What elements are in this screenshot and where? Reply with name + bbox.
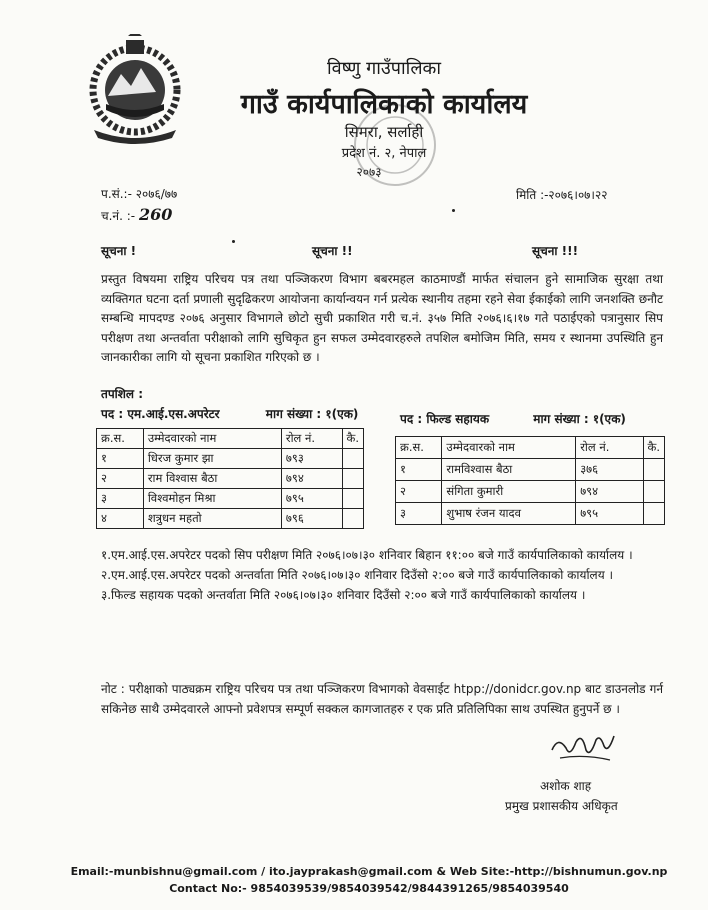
col-sn: क्र.स.: [396, 437, 442, 459]
post-name: पद : फिल्ड सहायक: [400, 412, 490, 426]
cell-name: राम विश्वास बैठा: [143, 469, 281, 489]
notice-heading-2: सूचना !!: [312, 244, 353, 258]
notice-body: प्रस्तुत विषयमा राष्ट्रिय परिचय पत्र तथा पञ्जिकरण विभाग बबरमहल काठमाण्डौं मार्फत संचालन हुने सामाजिक सुरक्षा तथा व्यक्तिगत घटना दर्ता प्रणाली सुदृढिकरण आयोजना कार्यान्वयन गर्न प्रत्येक स्थानीय तहमा रहने सेवा ईकाईको लागि जनशक्ति छनौट सम्बन्धि मापदण्ड २०७६ अनुसार विभागले छोटो सुची प्रकाशित गरी च.नं. ३५७ मिति २०७६।६।१७ गते पठाईएको पत्रानुसार सिप परीक्षण तथा अन्तर्वाता परीक्षाको लागि सुचिकृत हुन सफल उम्मेदवारहरुले तपशिल बमोजिम मिति, समय र स्थानमा उपस्थिति हुन जानकारीका लागि यो सूचना प्रकाशित गरिएको छ ।: [101, 272, 663, 364]
col-roll: रोल नं.: [576, 437, 643, 459]
reference-number: [101, 185, 177, 202]
cell-remarks: [643, 503, 665, 525]
col-name: उम्मेदवारको नाम: [442, 437, 576, 459]
ps-value: २०७६/७७: [135, 187, 178, 201]
table-row: [97, 489, 364, 509]
schedule-item-3: ३.फिल्ड सहायक पदको अन्तर्वाता मिति २०७६।०७।३० शनिवार दिउँसो २:०० बजे गाउँ कार्यपालिकाको कार्यालय ।: [101, 588, 586, 602]
post-mis-operator: [101, 405, 358, 422]
cell-sn: २: [97, 469, 144, 489]
cell-roll: ७९५: [281, 489, 342, 509]
cell-sn: ४: [97, 509, 144, 529]
schedule-item-1: १.एम.आई.एस.अपरेटर पदको सिप परीक्षण मिति २०७६।०७।३० शनिवार बिहान ११:०० बजे गाउँ कार्यपालिकाको कार्यालय ।: [101, 548, 633, 562]
established-year: २०७३: [356, 165, 382, 179]
schedule-item-2: २.एम.आई.एस.अपरेटर पदको अन्तर्वाता मिति २०७६।०७।३० शनिवार दिउँसो २:०० बजे गाउँ कार्यपालिकाको कार्यालय ।: [101, 568, 614, 582]
cell-roll: ७९४: [281, 469, 342, 489]
notice-heading-1: सूचना !: [101, 244, 137, 258]
cell-name: संगिता कुमारी: [442, 481, 576, 503]
dispatch-number: [101, 205, 172, 224]
table-row: [396, 481, 665, 503]
chn-value: 260: [138, 205, 173, 224]
col-sn: क्र.स.: [97, 429, 144, 449]
notice-date: [516, 186, 607, 203]
table-row: [97, 509, 364, 529]
cell-name: शत्रुधन महतो: [143, 509, 281, 529]
table-row: [97, 469, 364, 489]
handwritten-signature: [548, 728, 618, 768]
footer-contact-email: Email:-munbishnu@gmail.com / ito.jayprakash@gmail.com & Web Site:-http://bishnumun.gov.np: [70, 865, 668, 878]
candidates-table-mis: [96, 428, 364, 529]
date-value: :-२०७६।०७।२२: [540, 188, 608, 202]
col-remarks: कै.: [342, 429, 364, 449]
table-row: [396, 503, 665, 525]
table-row: [396, 459, 665, 481]
cell-roll: ७९६: [281, 509, 342, 529]
chn-label: च.नं. :-: [101, 209, 136, 223]
office-title: गाउँ कार्यपालिकाको कार्यालय: [240, 89, 528, 120]
cell-sn: २: [396, 481, 442, 503]
cell-name: धिरज कुमार झा: [143, 449, 281, 469]
cell-remarks: [342, 509, 364, 529]
cell-sn: १: [97, 449, 144, 469]
col-roll: रोल नं.: [281, 429, 342, 449]
candidates-table-field-assistant: [395, 436, 665, 525]
signatory-title: प्रमुख प्रशासकीय अधिकृत: [505, 799, 618, 813]
cell-remarks: [342, 489, 364, 509]
date-label: मिति: [516, 188, 537, 202]
cell-roll: ७९४: [576, 481, 643, 503]
ink-dot: [232, 240, 235, 243]
cell-sn: ३: [97, 489, 144, 509]
table-header-row: [97, 429, 364, 449]
details-heading: तपशिल :: [101, 387, 144, 401]
cell-name: विश्वमोहन मिश्रा: [143, 489, 281, 509]
col-name: उम्मेदवारको नाम: [143, 429, 281, 449]
footer-contact-phone: Contact No:- 9854039539/9854039542/9844391265/9854039540: [169, 882, 569, 895]
cell-name: शुभाष रंजन यादव: [442, 503, 576, 525]
post-name: पद : एम.आई.एस.अपरेटर: [101, 407, 220, 421]
cell-name: रामविश्वास बैठा: [442, 459, 576, 481]
exam-note: नोट : परीक्षाको पाठ्यक्रम राष्ट्रिय परिचय पत्र तथा पञ्जिकरण विभागको वेवसाईट htpp://donidcr.gov.np बाट डाउनलोड गर्न सकिनेछ साथै उम्मेदवारले आफ्नो प्रवेशपत्र सम्पूर्ण सक्कल कागजातहरु र एक प्रति प्रतिलिपिका साथ उपस्थित हुनुपर्ने छ ।: [101, 682, 663, 716]
cell-sn: ३: [396, 503, 442, 525]
cell-remarks: [643, 459, 665, 481]
demand-count: माग संख्या : १(एक): [265, 407, 359, 421]
col-remarks: कै.: [643, 437, 665, 459]
demand-count: माग संख्या : १(एक): [533, 412, 626, 426]
cell-sn: १: [396, 459, 442, 481]
ink-dot: [452, 209, 455, 212]
post-field-assistant: [400, 410, 626, 427]
cell-remarks: [643, 481, 665, 503]
exam-schedule: [101, 545, 663, 605]
cell-remarks: [342, 449, 364, 469]
ps-label: प.सं.:-: [101, 187, 132, 201]
municipality-name: विष्णु गाउँपालिका: [326, 58, 442, 79]
cell-roll: ७९३: [281, 449, 342, 469]
signatory-name: अशोक शाह: [540, 779, 592, 793]
cell-roll: ७९५: [576, 503, 643, 525]
cell-roll: ३७६: [576, 459, 643, 481]
table-header-row: [396, 437, 665, 459]
notice-heading-3: सूचना !!!: [532, 244, 579, 258]
table-row: [97, 449, 364, 469]
cell-remarks: [342, 469, 364, 489]
office-location: सिमरा, सर्लाही: [344, 123, 424, 141]
province-line: प्रदेश नं. २, नेपाल: [341, 146, 427, 161]
